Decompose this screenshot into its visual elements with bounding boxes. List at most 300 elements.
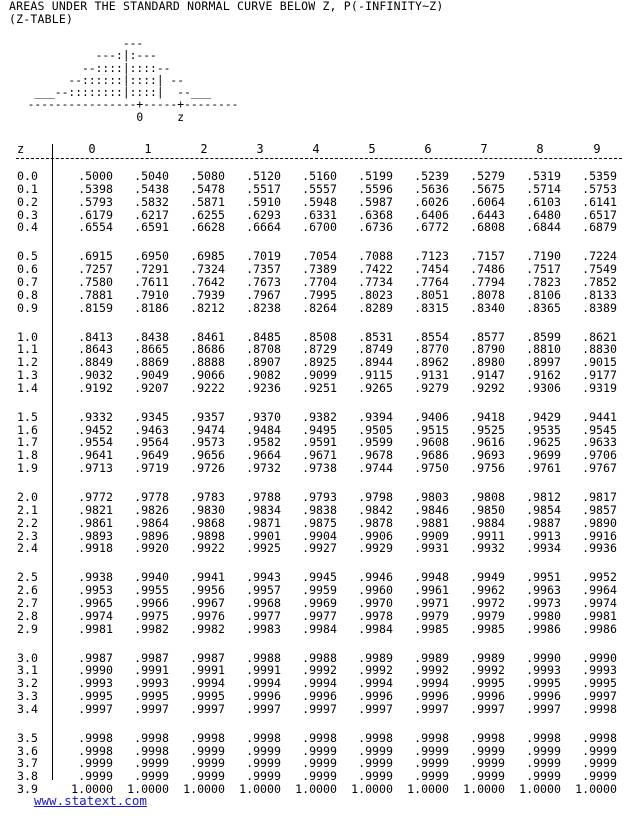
table-cell: .8686 — [190, 342, 225, 357]
table-cell: .9986 — [582, 621, 617, 636]
table-cell: .8888 — [190, 355, 225, 370]
table-cell: .5832 — [134, 194, 169, 209]
table-cell: .9961 — [414, 583, 449, 598]
normal-curve-ascii-art: --- ---:|:--- --::::|::::-- --::::::|::::| -- ___--::::::::|::::| --___ ----------------+-----+-------- 0 z — [27, 37, 239, 124]
table-cell: .6772 — [414, 220, 449, 235]
table-cell: .5199 — [358, 169, 393, 183]
z-value: 3.7 — [17, 756, 38, 771]
table-cell: .9998 — [134, 730, 169, 745]
table-cell: .9971 — [414, 595, 449, 610]
table-cell: .9977 — [302, 608, 337, 623]
table-cell: .9998 — [190, 730, 225, 745]
table-cell: .9884 — [470, 515, 505, 530]
table-cell: .8315 — [414, 300, 449, 315]
table-cell: .5675 — [470, 181, 505, 196]
title-line-1: AREAS UNDER THE STANDARD NORMAL CURVE BELOW Z, P(-INFINITY~Z) — [9, 0, 444, 13]
table-cell: .5987 — [358, 194, 393, 209]
table-cell: .6700 — [302, 220, 337, 235]
table-cell: .5000 — [78, 169, 113, 183]
table-cell: .9664 — [246, 448, 281, 463]
table-cell: .9953 — [78, 583, 113, 598]
table-cell: 1.0000 — [127, 782, 169, 797]
table-cell: .5871 — [190, 194, 225, 209]
table-cell: 1.0000 — [575, 782, 617, 797]
table-cell: .5160 — [302, 169, 337, 183]
table-cell: .5596 — [358, 181, 393, 196]
table-cell: .9999 — [302, 769, 337, 784]
table-cell: .9943 — [246, 570, 281, 585]
table-cell: .7088 — [358, 249, 393, 264]
table-cell: .9505 — [358, 422, 393, 437]
table-cell: .9756 — [470, 461, 505, 476]
table-cell: .8770 — [414, 342, 449, 357]
table-cell: .9279 — [414, 380, 449, 395]
table-cell: .9922 — [190, 541, 225, 556]
table-cell: .9429 — [526, 409, 561, 424]
z-value: 2.6 — [17, 583, 38, 598]
table-cell: .8159 — [78, 300, 113, 315]
table-cell: .7823 — [526, 274, 561, 289]
table-cell: .7967 — [246, 287, 281, 302]
table-cell: .9999 — [78, 756, 113, 771]
table-cell: .9997 — [134, 701, 169, 716]
table-cell: .9913 — [526, 528, 561, 543]
table-cell: .9988 — [246, 650, 281, 665]
table-cell: .9999 — [190, 769, 225, 784]
table-cell: .7549 — [582, 262, 617, 277]
table-cell: .6255 — [190, 207, 225, 222]
table-cell: .9998 — [470, 730, 505, 745]
table-cell: .9994 — [246, 676, 281, 691]
table-cell: .9999 — [526, 743, 561, 758]
table-cell: .9834 — [246, 502, 281, 517]
table-cell: .9959 — [302, 583, 337, 598]
table-cell: .9686 — [414, 448, 449, 463]
table-cell: .9999 — [78, 769, 113, 784]
table-cell: .9382 — [302, 409, 337, 424]
table-cell: .8186 — [134, 300, 169, 315]
table-cell: .9938 — [78, 570, 113, 585]
table-cell: .9394 — [358, 409, 393, 424]
table-cell: .9591 — [302, 435, 337, 450]
table-cell: .9997 — [246, 701, 281, 716]
table-cell: 1.0000 — [239, 782, 281, 797]
table-cell: .9976 — [190, 608, 225, 623]
z-value: 1.0 — [17, 329, 38, 344]
table-cell: .9082 — [246, 368, 281, 383]
table-cell: .7794 — [470, 274, 505, 289]
table-cell: .9484 — [246, 422, 281, 437]
table-cell: .9251 — [302, 380, 337, 395]
table-cell: .9999 — [190, 756, 225, 771]
table-cell: .9992 — [358, 663, 393, 678]
table-cell: .5239 — [414, 169, 449, 183]
table-cell: .8212 — [190, 300, 225, 315]
table-cell: .9999 — [470, 769, 505, 784]
table-cell: .9979 — [470, 608, 505, 623]
z-value: 3.9 — [17, 782, 38, 797]
table-cell: .6915 — [78, 249, 113, 264]
table-cell: .9975 — [134, 608, 169, 623]
table-cell: .9990 — [526, 650, 561, 665]
table-cell: .8980 — [470, 355, 505, 370]
table-cell: .9996 — [358, 689, 393, 704]
table-cell: .7852 — [582, 274, 617, 289]
table-cell: .9990 — [582, 650, 617, 665]
table-cell: .9998 — [302, 730, 337, 745]
table-cell: .6480 — [526, 207, 561, 222]
table-cell: .5517 — [246, 181, 281, 196]
table-cell: .9969 — [302, 595, 337, 610]
table-cell: .9306 — [526, 380, 561, 395]
table-cell: .9927 — [302, 541, 337, 556]
table-cell: .9525 — [470, 422, 505, 437]
column-header-6: 6 — [424, 142, 432, 156]
table-cell: .9292 — [470, 380, 505, 395]
table-cell: .7995 — [302, 287, 337, 302]
table-cell: .8708 — [246, 342, 281, 357]
table-cell: 1.0000 — [407, 782, 449, 797]
table-cell: .9999 — [526, 756, 561, 771]
table-cell: .9962 — [470, 583, 505, 598]
table-cell: .9778 — [134, 490, 169, 504]
table-cell: .9904 — [302, 528, 337, 543]
z-value: 1.7 — [17, 435, 38, 450]
table-cell: .9738 — [302, 461, 337, 476]
table-cell: .7291 — [134, 262, 169, 277]
table-cell: .8264 — [302, 300, 337, 315]
table-cell: .9898 — [190, 528, 225, 543]
table-cell: .9582 — [246, 435, 281, 450]
table-cell: .9906 — [358, 528, 393, 543]
table-cell: .8531 — [358, 329, 393, 344]
table-cell: .9979 — [414, 608, 449, 623]
table-cell: .9515 — [414, 422, 449, 437]
table-cell: .8849 — [78, 355, 113, 370]
table-cell: .6664 — [246, 220, 281, 235]
table-cell: .9995 — [134, 689, 169, 704]
table-cell: .9965 — [78, 595, 113, 610]
table-cell: .5080 — [190, 169, 225, 183]
table-cell: .9995 — [470, 676, 505, 691]
table-cell: .8413 — [78, 329, 113, 344]
table-cell: .9951 — [526, 570, 561, 585]
table-cell: .9744 — [358, 461, 393, 476]
table-cell: .9999 — [526, 769, 561, 784]
table-cell: .9868 — [190, 515, 225, 530]
table-cell: .9656 — [190, 448, 225, 463]
table-cell: .9808 — [470, 490, 505, 504]
table-cell: .9767 — [582, 461, 617, 476]
table-cell: .9999 — [414, 769, 449, 784]
table-cell: .9932 — [470, 541, 505, 556]
table-cell: .5040 — [134, 169, 169, 183]
table-cell: .9706 — [582, 448, 617, 463]
table-cell: .9978 — [358, 608, 393, 623]
table-cell: .8962 — [414, 355, 449, 370]
table-cell: .9887 — [526, 515, 561, 530]
table-cell: .9999 — [582, 743, 617, 758]
table-cell: .9989 — [358, 650, 393, 665]
table-title — [9, 0, 444, 26]
table-cell: .6736 — [358, 220, 393, 235]
table-cell: .9545 — [582, 422, 617, 437]
table-cell: .9998 — [358, 730, 393, 745]
table-cell: .9418 — [470, 409, 505, 424]
z-value: 1.1 — [17, 342, 38, 357]
table-cell: .9817 — [582, 490, 617, 504]
z-value: 3.3 — [17, 689, 38, 704]
table-cell: .9999 — [134, 756, 169, 771]
table-cell: .6331 — [302, 207, 337, 222]
z-value: 2.0 — [17, 490, 38, 504]
table-cell: .8106 — [526, 287, 561, 302]
table-cell: .9972 — [470, 595, 505, 610]
table-cell: .9573 — [190, 435, 225, 450]
table-cell: .9265 — [358, 380, 393, 395]
table-cell: .9956 — [190, 583, 225, 598]
table-cell: .9812 — [526, 490, 561, 504]
table-cell: 1.0000 — [183, 782, 225, 797]
table-cell: .9963 — [526, 583, 561, 598]
table-cell: .9987 — [134, 650, 169, 665]
table-cell: .9989 — [470, 650, 505, 665]
table-cell: .9452 — [78, 422, 113, 437]
table-cell: .9370 — [246, 409, 281, 424]
table-cell: .9535 — [526, 422, 561, 437]
column-header-8: 8 — [536, 142, 544, 156]
table-cell: .9984 — [302, 621, 337, 636]
table-cell: .7422 — [358, 262, 393, 277]
table-cell: .9854 — [526, 502, 561, 517]
z-value: 0.2 — [17, 194, 38, 209]
table-cell: .9993 — [582, 663, 617, 678]
table-cell: .8577 — [470, 329, 505, 344]
z-value: 2.7 — [17, 595, 38, 610]
table-cell: .5478 — [190, 181, 225, 196]
table-cell: 1.0000 — [295, 782, 337, 797]
table-cell: .9345 — [134, 409, 169, 424]
table-cell: .6554 — [78, 220, 113, 235]
table-cell: .9783 — [190, 490, 225, 504]
table-cell: .9998 — [414, 730, 449, 745]
table-cell: .8621 — [582, 329, 617, 344]
table-cell: .9974 — [78, 608, 113, 623]
table-cell: .9997 — [526, 701, 561, 716]
table-cell: .8665 — [134, 342, 169, 357]
statext-link[interactable]: www.statext.com — [34, 793, 147, 808]
table-cell: .7939 — [190, 287, 225, 302]
table-cell: 1.0000 — [519, 782, 561, 797]
table-cell: .9911 — [470, 528, 505, 543]
table-cell: .9901 — [246, 528, 281, 543]
table-cell: .9641 — [78, 448, 113, 463]
table-cell: .8925 — [302, 355, 337, 370]
table-cell: .5279 — [470, 169, 505, 183]
z-value: 2.9 — [17, 621, 38, 636]
table-cell: .9997 — [190, 701, 225, 716]
table-cell: .9750 — [414, 461, 449, 476]
table-cell: .9985 — [414, 621, 449, 636]
table-cell: .9890 — [582, 515, 617, 530]
table-cell: .9842 — [358, 502, 393, 517]
table-cell: .9991 — [246, 663, 281, 678]
header-divider — [16, 158, 622, 159]
table-cell: .9671 — [302, 448, 337, 463]
table-cell: .8133 — [582, 287, 617, 302]
table-cell: .9974 — [582, 595, 617, 610]
table-cell: .9996 — [526, 689, 561, 704]
table-cell: .9985 — [470, 621, 505, 636]
table-cell: .9319 — [582, 380, 617, 395]
table-cell: .9678 — [358, 448, 393, 463]
z-value: 2.4 — [17, 541, 38, 556]
table-cell: .7157 — [470, 249, 505, 264]
z-value: 1.5 — [17, 409, 38, 424]
table-cell: .9997 — [414, 701, 449, 716]
table-cell: .9066 — [190, 368, 225, 383]
table-cell: .7123 — [414, 249, 449, 264]
table-cell: .6406 — [414, 207, 449, 222]
table-cell: .9564 — [134, 435, 169, 450]
table-cell: .9920 — [134, 541, 169, 556]
table-cell: .9999 — [246, 743, 281, 758]
table-cell: .9997 — [470, 701, 505, 716]
table-cell: .7673 — [246, 274, 281, 289]
table-cell: .9995 — [190, 689, 225, 704]
table-cell: .9332 — [78, 409, 113, 424]
table-cell: .8907 — [246, 355, 281, 370]
table-cell: .9994 — [302, 676, 337, 691]
column-header-1: 1 — [144, 142, 152, 156]
table-cell: .9966 — [134, 595, 169, 610]
table-cell: .6628 — [190, 220, 225, 235]
table-cell: .9147 — [470, 368, 505, 383]
table-cell: .8051 — [414, 287, 449, 302]
table-cell: .9989 — [414, 650, 449, 665]
table-cell: .9967 — [190, 595, 225, 610]
table-cell: .9406 — [414, 409, 449, 424]
table-cell: .9999 — [470, 743, 505, 758]
z-value: 0.7 — [17, 274, 38, 289]
table-cell: .5636 — [414, 181, 449, 196]
table-cell: .5438 — [134, 181, 169, 196]
table-cell: .9554 — [78, 435, 113, 450]
table-cell: .9881 — [414, 515, 449, 530]
table-cell: .9909 — [414, 528, 449, 543]
table-cell: .9980 — [526, 608, 561, 623]
table-cell: .6103 — [526, 194, 561, 209]
z-value: 0.9 — [17, 300, 38, 315]
table-cell: .9996 — [414, 689, 449, 704]
table-cell: .9999 — [414, 743, 449, 758]
table-cell: .8461 — [190, 329, 225, 344]
table-cell: .8554 — [414, 329, 449, 344]
table-cell: .6808 — [470, 220, 505, 235]
table-cell: .9945 — [302, 570, 337, 585]
column-header-4: 4 — [312, 142, 320, 156]
table-cell: .9994 — [190, 676, 225, 691]
table-cell: .9719 — [134, 461, 169, 476]
table-cell: .9997 — [78, 701, 113, 716]
table-cell: .7734 — [358, 274, 393, 289]
z-value: 0.0 — [17, 169, 38, 183]
z-value: 2.2 — [17, 515, 38, 530]
table-cell: .9495 — [302, 422, 337, 437]
table-cell: .9999 — [246, 756, 281, 771]
table-cell: .9987 — [190, 650, 225, 665]
table-cell: .7454 — [414, 262, 449, 277]
table-cell: .9992 — [302, 663, 337, 678]
table-cell: .9991 — [134, 663, 169, 678]
table-cell: 1.0000 — [463, 782, 505, 797]
table-cell: .5714 — [526, 181, 561, 196]
table-cell: .9998 — [582, 701, 617, 716]
table-cell: .9222 — [190, 380, 225, 395]
table-cell: .8869 — [134, 355, 169, 370]
table-cell: .7764 — [414, 274, 449, 289]
column-header-7: 7 — [480, 142, 488, 156]
table-cell: .7580 — [78, 274, 113, 289]
table-cell: .7517 — [526, 262, 561, 277]
table-cell: .9474 — [190, 422, 225, 437]
table-cell: .9997 — [582, 689, 617, 704]
table-cell: .5359 — [582, 169, 617, 183]
table-cell: .9999 — [246, 769, 281, 784]
z-value: 2.5 — [17, 570, 38, 585]
z-value: 3.1 — [17, 663, 38, 678]
table-cell: .9826 — [134, 502, 169, 517]
table-cell: .9608 — [414, 435, 449, 450]
table-cell: .9207 — [134, 380, 169, 395]
table-cell: .5948 — [302, 194, 337, 209]
table-cell: .6879 — [582, 220, 617, 235]
z-value: 3.0 — [17, 650, 38, 665]
table-cell: .9131 — [414, 368, 449, 383]
table-cell: .8508 — [302, 329, 337, 344]
table-cell: .9192 — [78, 380, 113, 395]
table-cell: .9857 — [582, 502, 617, 517]
table-cell: .9998 — [78, 730, 113, 745]
table-cell: .9726 — [190, 461, 225, 476]
table-cell: .9878 — [358, 515, 393, 530]
table-cell: .9357 — [190, 409, 225, 424]
table-cell: .9999 — [302, 756, 337, 771]
table-cell: .7642 — [190, 274, 225, 289]
table-cell: .9981 — [582, 608, 617, 623]
table-cell: .9999 — [302, 743, 337, 758]
table-cell: .7910 — [134, 287, 169, 302]
table-cell: .9850 — [470, 502, 505, 517]
table-cell: .9941 — [190, 570, 225, 585]
table-cell: .6141 — [582, 194, 617, 209]
table-cell: .9999 — [358, 743, 393, 758]
table-cell: .9463 — [134, 422, 169, 437]
table-cell: .8729 — [302, 342, 337, 357]
table-cell: .8749 — [358, 342, 393, 357]
table-cell: .9946 — [358, 570, 393, 585]
table-cell: .6985 — [190, 249, 225, 264]
table-cell: .9793 — [302, 490, 337, 504]
table-cell: .9999 — [134, 769, 169, 784]
table-cell: .9099 — [302, 368, 337, 383]
table-cell: .9983 — [246, 621, 281, 636]
table-cell: .9803 — [414, 490, 449, 504]
table-cell: .9957 — [246, 583, 281, 598]
table-cell: .9929 — [358, 541, 393, 556]
z-value: 3.6 — [17, 743, 38, 758]
z-value: 0.5 — [17, 249, 38, 264]
